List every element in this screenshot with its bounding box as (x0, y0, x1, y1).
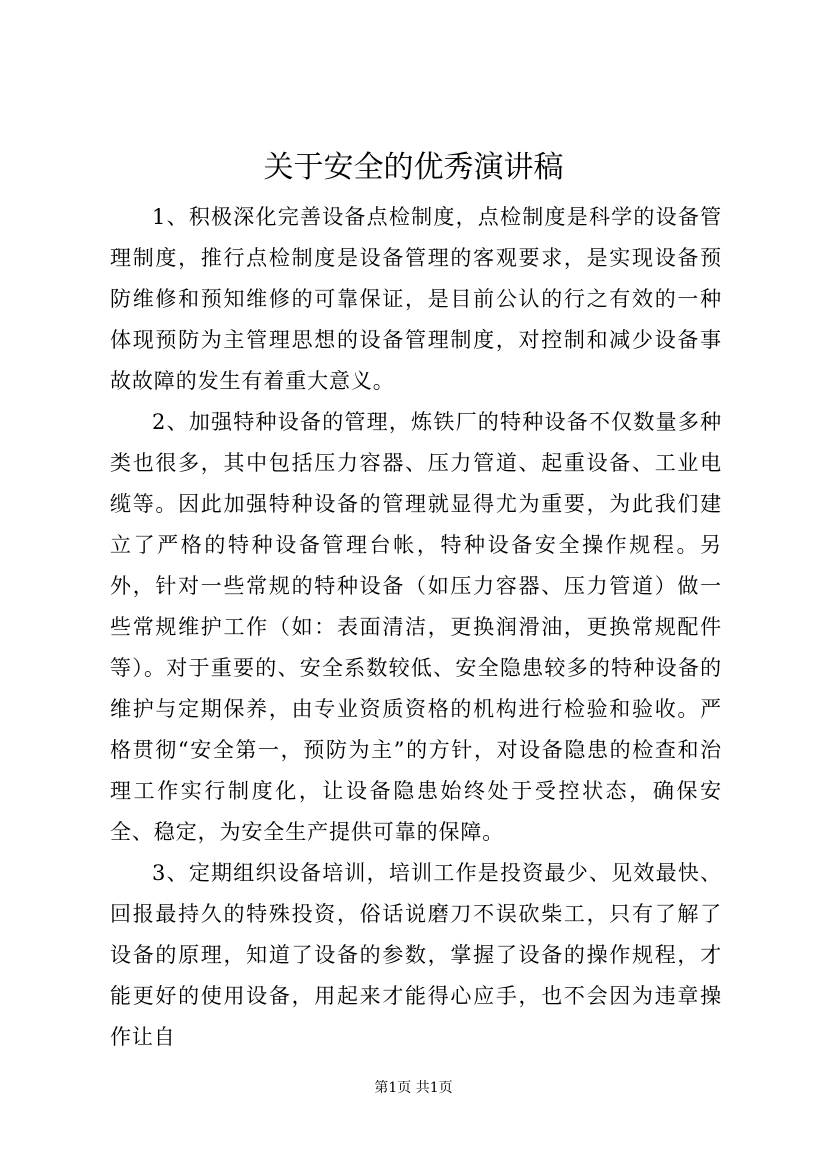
page-footer: 第1页 共1页 (374, 1080, 453, 1096)
document-body (110, 197, 722, 1058)
paragraph-1: 1、积极深化完善设备点检制度，点检制度是科学的设备管理制度，推行点检制度是设备管理的客观要求，是实现设备预防维修和预知维修的可靠保证，是目前公认的行之有效的一种体现预防为主管理思想的设备管理制度，对控制和减少设备事故故障的发生有着重大意义。 (110, 205, 722, 393)
paragraph-3: 3、定期组织设备培训，培训工作是投资最少、见效最快、回报最持久的特殊投资，俗话说磨刀不误砍柴工，只有了解了设备的原理，知道了设备的参数，掌握了设备的操作规程，才能更好的使用设备，用起来才能得心应手，也不会因为违章操作让自 (110, 861, 722, 1049)
document-title: 关于安全的优秀演讲稿 (263, 150, 564, 185)
paragraph-2: 2、加强特种设备的管理，炼铁厂的特种设备不仅数量多种类也很多，其中包括压力容器、压力管道、起重设备、工业电缆等。因此加强特种设备的管理就显得尤为重要，为此我们建立了严格的特种设备管理台帐，特种设备安全操作规程。另外，针对一些常规的特种设备（如压力容器、压力管道）做一些常规维护工作（如：表面清洁，更换润滑油，更换常规配件等）。对于重要的、安全系数较低、安全隐患较多的特种设备的维护与定期保养，由专业资质资格的机构进行检验和验收。严格贯彻“安全第一，预防为主”的方针，对设备隐患的检查和治理工作实行制度化，让设备隐患始终处于受控状态，确保安全、稳定，为安全生产提供可靠的保障。 (110, 410, 722, 844)
